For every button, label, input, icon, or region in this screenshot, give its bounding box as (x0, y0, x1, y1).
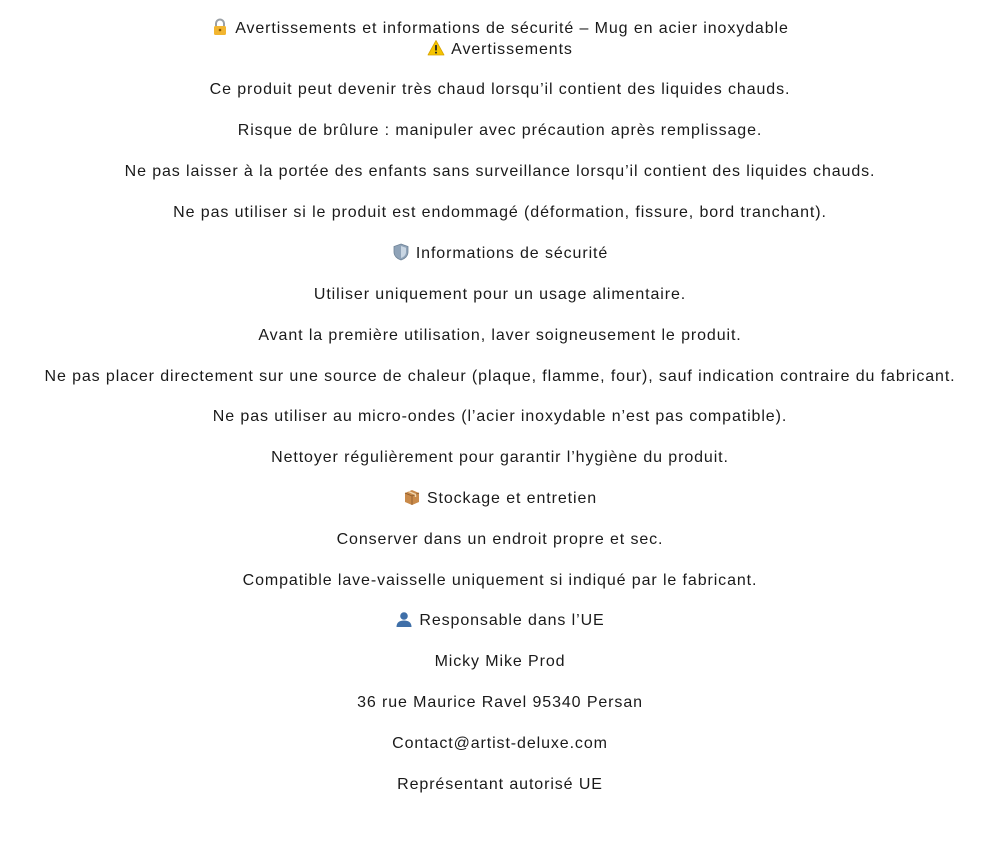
storage-item: Conserver dans un endroit propre et sec. (336, 531, 664, 548)
warning-item: Ne pas laisser à la portée des enfants sans surveillance lorsqu’il contient des liquides chauds. (124, 163, 876, 180)
lock-icon (211, 18, 229, 36)
shield-icon (392, 243, 410, 261)
safety-item: Nettoyer régulièrement pour garantir l’hygiène du produit. (271, 449, 729, 466)
safety-item: Ne pas placer directement sur une source de chaleur (plaque, flamme, four), sauf indication contraire du fabricant. (44, 368, 956, 385)
company-email: Contact@artist-deluxe.com (392, 735, 608, 752)
section-heading-storage: Stockage et entretien (0, 488, 1000, 510)
warning-icon (427, 39, 445, 57)
section-heading-safety: Informations de sécurité (0, 243, 1000, 265)
company-address: 36 rue Maurice Ravel 95340 Persan (357, 694, 643, 711)
person-icon (395, 610, 413, 628)
document-title: Avertissements et informations de sécurité – Mug en acier inoxydable (0, 18, 1000, 40)
safety-item: Utiliser uniquement pour un usage alimentaire. (313, 286, 687, 303)
package-icon (403, 488, 421, 506)
company-role: Représentant autorisé UE (397, 776, 603, 793)
section-heading-warnings: Avertissements (0, 39, 1000, 61)
safety-item: Avant la première utilisation, laver soigneusement le produit. (258, 327, 742, 344)
warning-item: Ne pas utiliser si le produit est endommagé (déformation, fissure, bord tranchant). (173, 204, 827, 221)
section-heading-eu-responsible: Responsable dans l’UE (0, 610, 1000, 632)
safety-item: Ne pas utiliser au micro-ondes (l’acier inoxydable n’est pas compatible). (212, 408, 788, 425)
company-name: Micky Mike Prod (434, 653, 566, 670)
storage-item: Compatible lave-vaisselle uniquement si indiqué par le fabricant. (242, 572, 758, 589)
warning-item: Ce produit peut devenir très chaud lorsqu’il contient des liquides chauds. (209, 81, 791, 98)
warning-item: Risque de brûlure : manipuler avec précaution après remplissage. (237, 122, 763, 139)
